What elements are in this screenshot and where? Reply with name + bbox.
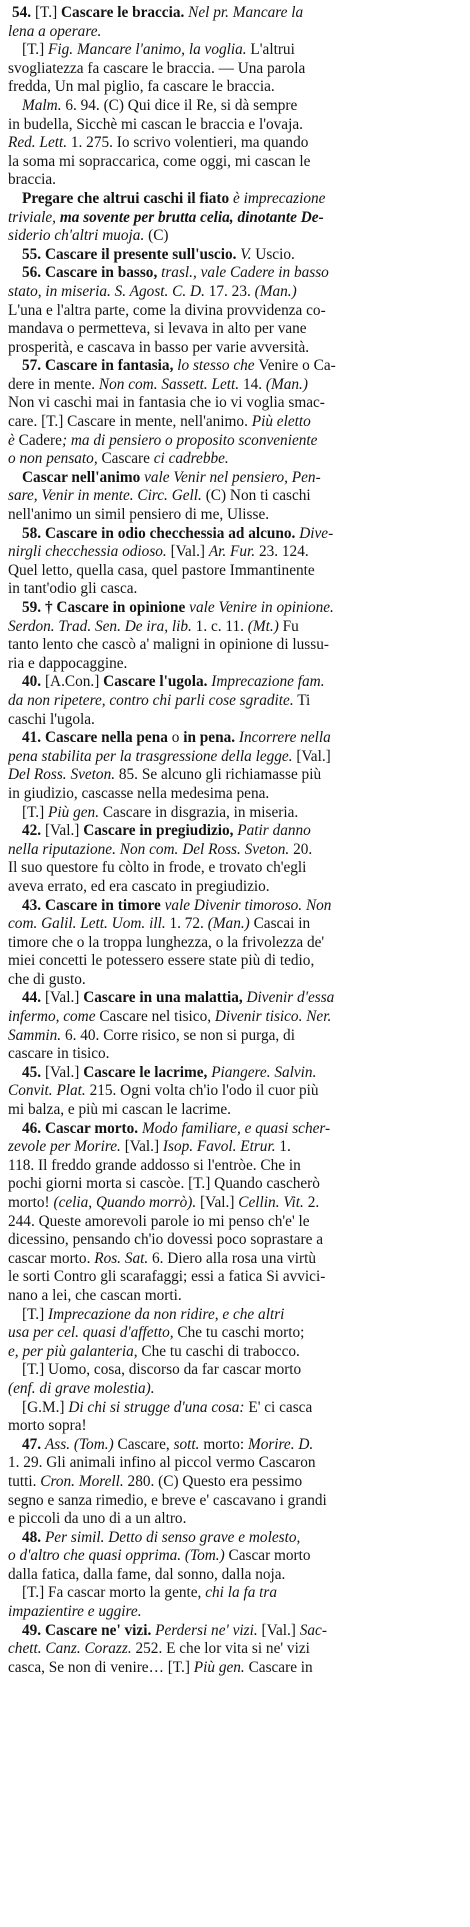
text-segment: 45. <box>22 1063 45 1081</box>
text-segment: Cascare in <box>244 1658 313 1676</box>
text-segment: [T.] <box>34 4 61 21</box>
text-segment: dicessino, pensando ch'io dovessi poco soprastare a <box>8 1231 323 1249</box>
text-line <box>8 78 464 97</box>
text-segment: svogliatezza fa cascare le braccia. — Una parola <box>8 59 306 77</box>
text-segment: nella riputazione. Non com. Del Ross. Sveton. <box>8 840 290 858</box>
text-line <box>8 357 464 376</box>
text-line <box>8 1603 464 1622</box>
text-line <box>8 1659 464 1678</box>
text-line <box>8 1622 464 1641</box>
text-line <box>8 841 464 860</box>
text-line <box>8 134 464 153</box>
text-line <box>8 153 464 172</box>
text-segment: Fig. Mancare l'animo, la voglia. <box>48 41 247 59</box>
text-line <box>8 1231 464 1250</box>
text-segment: [G.M.] <box>22 1398 69 1416</box>
text-segment: 244. Queste amorevoli parole io mi penso ch'e' le <box>8 1212 310 1230</box>
text-segment: Cron. Morell. <box>40 1472 124 1490</box>
text-segment: 57. Cascare in fantasia, <box>22 357 178 375</box>
text-line <box>8 1640 464 1659</box>
text-segment: ci cadrebbe. <box>153 450 229 468</box>
text-segment: siderio ch'altri muoja. <box>8 227 149 245</box>
text-segment: in pena. <box>183 729 239 747</box>
text-segment: 43. Cascare in timore <box>22 896 165 914</box>
text-segment: o <box>171 729 184 747</box>
text-segment: (enf. di grave molestia). <box>8 1379 155 1397</box>
text-segment: in giudizio, cascasse nella medesima pena. <box>8 784 270 802</box>
text-segment: 215. Ogni volta ch'io l'odo il cuor più <box>85 1082 319 1100</box>
text-segment: Pregare che altrui caschi il fiato <box>22 189 233 207</box>
text-segment: mandava o permetteva, si levava in alto per vane <box>8 320 307 338</box>
text-segment: Più gen. <box>193 1658 245 1676</box>
text-line <box>8 543 464 562</box>
text-line <box>8 1529 464 1548</box>
text-segment: Ar. Fur. <box>208 543 256 561</box>
text-line <box>8 618 464 637</box>
text-segment: 23. 124. <box>255 543 309 561</box>
text-line <box>8 246 464 265</box>
text-segment: (Man.) <box>207 915 250 933</box>
text-line <box>8 1082 464 1101</box>
text-segment: Cascar morto <box>224 1547 311 1565</box>
text-line <box>8 599 464 618</box>
text-segment: Perdersi ne' vizi. <box>155 1621 258 1639</box>
text-segment: è imprecazione <box>233 189 326 207</box>
text-segment: ma sovente per brutta celia, dinotante De- <box>59 208 324 226</box>
text-segment: 42. <box>22 822 45 840</box>
text-line <box>8 1584 464 1603</box>
text-segment: 54. <box>12 4 35 21</box>
text-segment: triviale, <box>8 208 60 226</box>
text-segment: Nel pr. Mancare la <box>188 4 304 21</box>
text-segment: [Val.] <box>296 747 331 765</box>
text-segment: [T.] <box>22 41 49 59</box>
text-segment: Cascai in <box>249 915 311 933</box>
text-segment: cascare in tisico. <box>8 1045 110 1063</box>
text-segment: 14. <box>239 375 266 393</box>
text-line <box>8 878 464 897</box>
text-segment: 59. † Cascare in opinione <box>22 599 190 616</box>
text-segment: (Mt.) <box>247 617 279 635</box>
text-segment: Dive- <box>299 524 334 542</box>
text-line <box>8 283 464 302</box>
text-segment: [Val.] <box>196 1194 239 1211</box>
text-segment: [T.] Fa cascar morto la gente, <box>22 1584 206 1602</box>
text-line <box>8 506 464 525</box>
text-segment: Ros. Sat. <box>94 1249 149 1267</box>
text-segment: infermo, come <box>8 1008 100 1026</box>
text-segment: pochi giorni morta si cascòe. [T.] Quando cascherò <box>8 1175 320 1193</box>
text-segment: lena a operare. <box>8 22 102 40</box>
text-segment: Cellin. Vit. <box>238 1194 304 1211</box>
text-segment: casca, Se non di venire… [T.] <box>8 1658 194 1676</box>
text-segment: cascar morto. <box>8 1249 95 1267</box>
text-segment: Cascare in disgrazia, in miseria. <box>99 803 299 821</box>
text-segment: Cascare in una malattia, <box>83 989 247 1007</box>
text-segment: nano a lei, che cascan morti. <box>8 1286 182 1304</box>
text-segment: 41. Cascare nella pena <box>22 729 172 747</box>
text-line <box>8 116 464 135</box>
text-segment: Più gen. <box>48 803 100 821</box>
text-line <box>8 1306 464 1325</box>
text-line <box>8 655 464 674</box>
text-line <box>8 469 464 488</box>
text-segment: lo stesso che <box>177 357 259 375</box>
text-segment: tanto lento che cascò a' maligni in opinione di lussu- <box>8 636 329 654</box>
text-segment: 56. Cascare in basso, <box>22 264 162 282</box>
text-segment: [T.] <box>22 803 49 821</box>
text-segment: Incorrere nella <box>238 729 331 747</box>
text-segment: 46. Cascar morto. <box>22 1119 142 1137</box>
text-line <box>8 1547 464 1566</box>
text-line <box>8 413 464 432</box>
text-line <box>8 711 464 730</box>
text-segment: 1. c. 11. <box>191 617 248 635</box>
text-segment: (C) <box>148 227 169 245</box>
text-line <box>8 1566 464 1585</box>
text-line <box>8 60 464 79</box>
text-segment: le sorti Contro gli scarafaggi; essi a fatica Si avvici- <box>8 1268 326 1286</box>
text-line <box>8 1138 464 1157</box>
text-segment: da non ripetere, contro chi parli cose sgradite. <box>8 691 294 709</box>
text-segment: V. <box>240 245 256 263</box>
text-line <box>8 562 464 581</box>
text-line <box>8 1064 464 1083</box>
text-segment: E' ci casca <box>248 1398 313 1416</box>
text-line <box>8 97 464 116</box>
text-segment: Più eletto <box>251 413 311 431</box>
text-line <box>8 1101 464 1120</box>
text-segment: Morire. D. <box>247 1435 314 1453</box>
text-segment: Ti <box>293 691 311 709</box>
text-line <box>8 748 464 767</box>
text-segment: com. Galil. Lett. Uom. ill. <box>8 915 166 933</box>
text-segment: in tant'odio gli casca. <box>8 580 138 598</box>
text-segment: Non com. Sassett. Lett. <box>98 375 240 393</box>
text-segment: Imprecazione da non ridire, e che altri <box>48 1305 285 1323</box>
text-segment: [A.Con.] <box>44 673 104 691</box>
text-segment: Convit. Plat. <box>8 1082 86 1100</box>
text-line <box>8 766 464 785</box>
text-segment: 44. <box>22 989 45 1007</box>
text-segment: braccia. <box>8 171 56 189</box>
text-segment: (celia, Quando morrò). <box>53 1194 197 1211</box>
text-segment: 118. Il freddo grande addosso si l'entròe. Che in <box>8 1156 301 1174</box>
text-segment: 85. Se alcuno gli richiamasse più <box>115 766 322 784</box>
text-line <box>8 989 464 1008</box>
text-line <box>8 339 464 358</box>
text-line <box>8 525 464 544</box>
text-segment: in budella, Sicchè mi cascan le braccia e l'ovaja. <box>8 115 303 133</box>
text-line <box>8 1361 464 1380</box>
text-segment: Serdon. Trad. Sen. De ira, lib. <box>8 617 192 635</box>
text-line <box>8 1194 464 1213</box>
text-segment: è <box>8 431 19 449</box>
text-segment: Cascare in pregiudizio, <box>83 822 238 840</box>
text-segment: 47. <box>22 1435 45 1453</box>
text-line <box>8 1492 464 1511</box>
text-segment: Fu <box>278 617 299 635</box>
text-segment: Isop. Favol. Etrur. <box>162 1138 276 1156</box>
text-segment: [T.] Uomo, cosa, discorso da far cascar morto <box>22 1361 302 1379</box>
text-segment: Di chi si strugge d'una cosa: <box>68 1398 249 1416</box>
text-segment: Uscio. <box>255 245 295 263</box>
text-line <box>8 171 464 190</box>
text-segment: 1. 29. Gli animali infino al piccol vermo Cascaron <box>8 1454 316 1472</box>
text-line <box>8 580 464 599</box>
text-segment: [Val.] <box>44 1063 84 1081</box>
text-line <box>8 1417 464 1436</box>
text-segment: Divenir tisico. Ner. <box>214 1008 332 1026</box>
text-segment: Cascare le braccia. <box>61 4 189 21</box>
text-segment: 1. <box>275 1138 291 1156</box>
text-segment: [Val.] <box>257 1621 300 1639</box>
text-segment: dere in mente. <box>8 375 99 393</box>
text-segment: [Val.] <box>124 1138 163 1156</box>
text-segment: Venire o Ca- <box>258 357 336 375</box>
text-segment: Cascare l'ugola. <box>103 673 212 691</box>
text-segment: Che tu caschi morto; <box>177 1324 305 1342</box>
text-line <box>8 209 464 228</box>
text-segment: Non vi caschi mai in fantasia che io vi voglia smac- <box>8 394 325 412</box>
text-segment: Cascare <box>101 450 154 468</box>
text-line <box>8 915 464 934</box>
text-segment: morto: <box>199 1435 248 1453</box>
text-segment: mi balza, e più mi cascan le lacrime. <box>8 1101 231 1119</box>
text-segment: care. [T.] Cascare in mente, nell'animo. <box>8 413 252 431</box>
text-segment: nell'animo un simil pensiero di me, Ulisse. <box>8 506 270 524</box>
text-segment: 17. 23. <box>204 282 255 300</box>
text-segment: timore che o la troppa lunghezza, o la frivolezza de' <box>8 933 325 951</box>
text-segment: 1. 275. Io scrivo volentieri, ma quando <box>67 134 309 152</box>
text-line <box>8 1380 464 1399</box>
text-segment: segno e sanza rimedio, e breve e' cascavano i grandi <box>8 1491 327 1509</box>
text-segment: ; ma di pensiero o proposito sconveniente <box>61 431 318 449</box>
text-segment: chett. Canz. Corazz. <box>8 1640 132 1658</box>
text-segment: miei concetti le potessero essere state più di tedio, <box>8 952 315 970</box>
text-segment: (C) Non ti caschi <box>201 487 311 505</box>
text-segment: Ass. (Tom.) <box>44 1435 114 1453</box>
text-segment: aveva errato, ed era cascato in pregiudizio. <box>8 877 270 895</box>
text-segment: zevole per Morire. <box>8 1138 125 1156</box>
text-segment: usa per cel. quasi d'affetto, <box>8 1324 178 1342</box>
text-segment: sare, Venir in mente. Circ. Gell. <box>8 487 202 505</box>
text-segment: Il suo questore fu còlto in frode, e trovato ch'egli <box>8 859 307 877</box>
text-line <box>8 1250 464 1269</box>
text-line <box>8 432 464 451</box>
text-segment: L'una e l'altra parte, come la divina provvidenza co- <box>8 301 326 319</box>
text-line <box>8 1027 464 1046</box>
text-line <box>8 859 464 878</box>
text-segment: [Val.] <box>170 543 209 561</box>
text-segment: 55. Cascare il presente sull'uscio. <box>22 245 241 263</box>
text-segment: chi la fa tra <box>205 1584 278 1602</box>
text-segment: 49. Cascare ne' vizi. <box>22 1621 156 1639</box>
text-segment: 6. 94. (C) Qui dice il Re, si dà sempre <box>61 96 298 114</box>
text-line <box>8 785 464 804</box>
text-line <box>8 1008 464 1027</box>
text-line <box>8 934 464 953</box>
text-line <box>8 1399 464 1418</box>
text-segment: o non pensato, <box>8 450 102 468</box>
text-segment: [T.] <box>22 1305 49 1323</box>
text-segment: Malm. <box>22 96 62 114</box>
text-segment: sott. <box>173 1435 200 1453</box>
text-segment: la soma mi sopraccarica, come oggi, mi cascan le <box>8 152 311 170</box>
text-line <box>8 673 464 692</box>
text-line <box>8 1324 464 1343</box>
text-line <box>8 394 464 413</box>
text-segment: nirgli checchessia odioso. <box>8 543 171 561</box>
text-segment: 252. E che lor vita si ne' vizi <box>131 1640 310 1658</box>
text-line <box>8 1473 464 1492</box>
text-line <box>8 822 464 841</box>
text-segment: Che tu caschi di trabocco. <box>141 1342 300 1360</box>
text-line <box>8 1343 464 1362</box>
text-line <box>8 1157 464 1176</box>
text-line <box>8 1045 464 1064</box>
text-line <box>8 450 464 469</box>
text-segment: Del Ross. Sveton. <box>8 766 116 784</box>
text-segment: Cascar nell'animo <box>22 468 145 486</box>
text-segment: caschi l'ugola. <box>8 710 95 728</box>
text-line <box>8 1454 464 1473</box>
text-segment: Cadere <box>18 431 62 449</box>
text-segment: vale Divenir timoroso. Non <box>164 896 332 914</box>
text-line <box>8 1436 464 1455</box>
text-line <box>8 1120 464 1139</box>
text-line <box>8 320 464 339</box>
text-segment: Piangere. Salvin. <box>211 1063 317 1081</box>
text-segment: Red. Lett. <box>8 134 68 152</box>
text-segment: vale Venire in opinione. <box>189 599 334 616</box>
text-line <box>8 264 464 283</box>
text-line <box>8 376 464 395</box>
text-segment: Sammin. <box>8 1026 62 1044</box>
text-segment: Quel letto, quella casa, quel pastore Immantinente <box>8 561 315 579</box>
text-segment: 2. <box>303 1194 320 1211</box>
text-segment: [Val.] <box>44 989 84 1007</box>
text-segment: 40. <box>22 673 45 691</box>
text-segment: 20. <box>289 840 313 858</box>
text-segment: 58. Cascare in odio checchessia ad alcuno. <box>22 524 300 542</box>
text-segment: trasl., vale Cadere in basso <box>161 264 329 282</box>
text-line <box>8 190 464 209</box>
text-line <box>8 1175 464 1194</box>
text-segment: Imprecazione fam. <box>211 673 325 691</box>
text-segment: dalla fatica, dalla fame, dal sonno, dalla noja. <box>8 1565 286 1583</box>
text-segment: (Man.) <box>254 282 297 300</box>
text-segment: vale Venir nel pensiero, Pen- <box>144 468 321 486</box>
text-segment: 280. (C) Questo era pessimo <box>123 1472 303 1490</box>
text-segment: Sac- <box>299 1621 327 1639</box>
text-segment: e piccoli da uno di a un altro. <box>8 1510 187 1528</box>
text-line <box>8 41 464 60</box>
text-line <box>8 227 464 246</box>
text-segment: 6. Diero alla rosa una virtù <box>148 1249 316 1267</box>
text-segment: pena stabilita per la trasgressione della legge. <box>8 747 297 765</box>
text-segment: 1. 72. <box>165 915 208 933</box>
text-segment: Cascare, <box>113 1435 174 1453</box>
text-segment: fredda, Un mal piglio, fa cascare le braccia. <box>8 78 275 96</box>
text-line <box>8 4 464 23</box>
text-line <box>8 729 464 748</box>
text-line <box>8 1213 464 1232</box>
text-line <box>8 1287 464 1306</box>
text-segment: che di gusto. <box>8 970 86 988</box>
text-line <box>8 302 464 321</box>
text-segment: impazientire e uggire. <box>8 1603 142 1621</box>
text-line <box>8 1268 464 1287</box>
text-segment: tutti. <box>8 1472 41 1490</box>
text-segment: o d'altro che quasi opprima. (Tom.) <box>8 1547 225 1565</box>
text-segment: prosperità, e cascava in basso per varie avversità. <box>8 338 310 356</box>
text-segment: Cascare le lacrime, <box>83 1063 212 1081</box>
text-segment: Modo familiare, e quasi scher- <box>141 1119 331 1137</box>
text-line <box>8 952 464 971</box>
text-segment: Cascare nel tisico, <box>99 1008 215 1026</box>
text-segment: ria e dappocaggine. <box>8 654 128 672</box>
text-line <box>8 1510 464 1529</box>
text-segment: morto! <box>8 1194 54 1211</box>
text-segment: [Val.] <box>44 822 84 840</box>
text-line <box>8 636 464 655</box>
text-segment: (Man.) <box>265 375 308 393</box>
text-segment: L'altrui <box>246 41 295 59</box>
text-line <box>8 23 464 42</box>
text-segment: Patir danno <box>237 822 311 840</box>
text-segment: 6. 40. Corre risico, se non si purga, di <box>61 1026 295 1044</box>
text-segment: Divenir d'essa <box>246 989 335 1007</box>
text-line <box>8 692 464 711</box>
text-segment: e, per più galanteria, <box>8 1342 142 1360</box>
text-line <box>8 804 464 823</box>
text-segment: 48. <box>22 1528 45 1546</box>
text-line <box>8 487 464 506</box>
text-segment: morto sopra! <box>8 1417 87 1435</box>
text-segment: Per simil. Detto di senso grave e molesto, <box>44 1528 301 1546</box>
text-line <box>8 971 464 990</box>
text-segment: stato, in miseria. S. Agost. C. D. <box>8 282 205 300</box>
text-line <box>8 897 464 916</box>
